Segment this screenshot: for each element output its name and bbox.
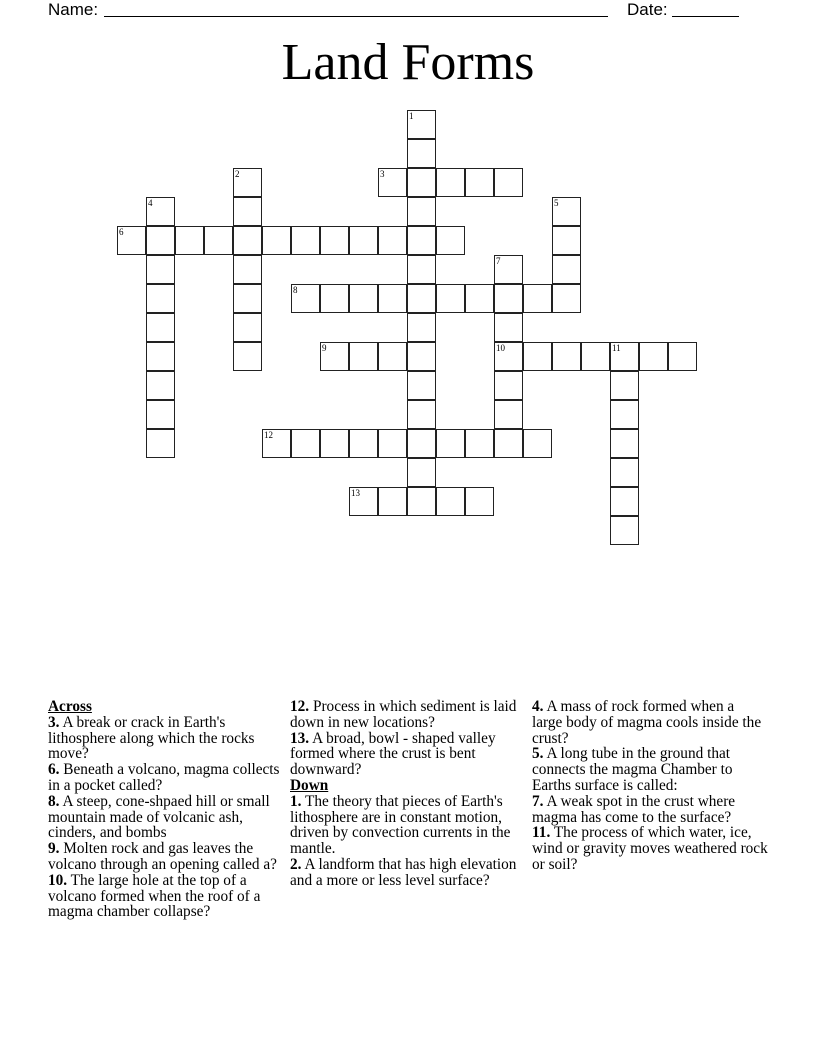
clue-across-12: 12. Process in which sediment is laid down in new locations? (290, 698, 517, 731)
name-label: Name: (48, 0, 99, 19)
cell-number: 13 (351, 488, 360, 498)
grid-cell[interactable] (378, 226, 407, 255)
grid-cell[interactable] (407, 487, 436, 516)
grid-cell[interactable] (610, 487, 639, 516)
grid-cell[interactable] (494, 371, 523, 400)
grid-cell[interactable] (610, 342, 639, 371)
grid-cell[interactable] (146, 255, 175, 284)
grid-cell[interactable] (407, 139, 436, 168)
grid-cell[interactable] (146, 342, 175, 371)
clue-across-10: 10. The large hole at the top of a volcano formed when the roof of a magma chamber collapse? (48, 871, 261, 921)
cell-number: 3 (380, 169, 385, 179)
clue-across-6: 6. Beneath a volcano, magma collects in a pocket called? (48, 761, 280, 794)
grid-cell[interactable] (378, 342, 407, 371)
grid-cell[interactable] (494, 255, 523, 284)
grid-cell[interactable] (291, 284, 320, 313)
date-label: Date: (627, 0, 668, 19)
grid-cell[interactable] (494, 429, 523, 458)
clues-column-1 (48, 699, 284, 920)
grid-cell[interactable] (465, 168, 494, 197)
grid-cell[interactable] (494, 313, 523, 342)
grid-cell[interactable] (204, 226, 233, 255)
clues-column-3 (532, 699, 768, 873)
grid-cell[interactable] (407, 458, 436, 487)
grid-cell[interactable] (146, 284, 175, 313)
cell-number: 11 (612, 343, 621, 353)
clue-across-8: 8. A steep, cone-shpaed hill or small mountain made of volcanic ash, cinders, and bombs (48, 792, 270, 842)
grid-cell[interactable] (349, 342, 378, 371)
grid-cell[interactable] (349, 487, 378, 516)
grid-cell[interactable] (523, 342, 552, 371)
grid-cell[interactable] (175, 226, 204, 255)
cell-number: 9 (322, 343, 327, 353)
grid-cell[interactable] (233, 255, 262, 284)
grid-cell[interactable] (552, 284, 581, 313)
grid-cell[interactable] (610, 458, 639, 487)
grid-cell[interactable] (494, 342, 523, 371)
cell-number: 10 (496, 343, 505, 353)
grid-cell[interactable] (668, 342, 697, 371)
grid-cell[interactable] (349, 429, 378, 458)
grid-cell[interactable] (407, 284, 436, 313)
grid-cell[interactable] (494, 168, 523, 197)
grid-cell[interactable] (494, 400, 523, 429)
down-heading: Down (290, 776, 329, 794)
grid-cell[interactable] (378, 168, 407, 197)
grid-cell[interactable] (436, 429, 465, 458)
grid-cell[interactable] (581, 342, 610, 371)
clue-down-7: 7. A weak spot in the crust where magma has come to the surface? (532, 792, 736, 826)
grid-cell[interactable] (146, 313, 175, 342)
grid-cell[interactable] (291, 429, 320, 458)
grid-cell[interactable] (146, 371, 175, 400)
grid-cell[interactable] (320, 342, 349, 371)
cell-number: 7 (496, 256, 501, 266)
grid-cell[interactable] (407, 342, 436, 371)
cell-number: 8 (293, 285, 298, 295)
grid-cell[interactable] (378, 429, 407, 458)
cell-number: 5 (554, 198, 559, 208)
grid-cell[interactable] (436, 487, 465, 516)
grid-cell[interactable] (320, 429, 349, 458)
grid-cell[interactable] (320, 226, 349, 255)
grid-cell[interactable] (407, 400, 436, 429)
grid-cell[interactable] (146, 197, 175, 226)
grid-cell[interactable] (146, 400, 175, 429)
grid-cell[interactable] (436, 284, 465, 313)
grid-cell[interactable] (407, 371, 436, 400)
clue-across-13: 13. A broad, bowl - shaped valley formed where the crust is bent downward? (290, 729, 496, 779)
clues-column-2 (290, 699, 526, 889)
grid-cell[interactable] (465, 429, 494, 458)
clue-down-1: 1. The theory that pieces of Earth's lithosphere are in constant motion, driven by convection currents in the mantle. (290, 792, 511, 858)
clue-down-5: 5. A long tube in the ground that connects the magma Chamber to Earths surface is called: (532, 745, 733, 794)
grid-cell[interactable] (610, 371, 639, 400)
grid-cell[interactable] (407, 226, 436, 255)
cell-number: 1 (409, 111, 414, 121)
grid-cell[interactable] (349, 226, 378, 255)
grid-cell[interactable] (523, 429, 552, 458)
grid-cell[interactable] (639, 342, 668, 371)
grid-cell[interactable] (407, 110, 436, 139)
clue-down-2: 2. A landform that has high elevation and a more or less level surface? (290, 855, 517, 889)
grid-cell[interactable] (233, 313, 262, 342)
grid-cell[interactable] (436, 226, 465, 255)
grid-cell[interactable] (407, 429, 436, 458)
page-title: Land Forms (281, 34, 535, 91)
clue-down-4: 4. A mass of rock formed when a large body of magma cools inside the crust? (532, 698, 762, 747)
grid-cell[interactable] (407, 255, 436, 284)
grid-cell[interactable] (291, 226, 320, 255)
clue-across-3: 3. A break or crack in Earth's lithosphere along which the rocks move? (48, 713, 255, 763)
grid-cell[interactable] (378, 284, 407, 313)
across-heading: Across (48, 698, 92, 715)
grid-cell[interactable] (610, 516, 639, 545)
grid-cell[interactable] (146, 429, 175, 458)
grid-cell[interactable] (552, 342, 581, 371)
grid-cell[interactable] (552, 197, 581, 226)
grid-cell[interactable] (378, 487, 407, 516)
grid-cell[interactable] (610, 400, 639, 429)
grid-cell[interactable] (146, 226, 175, 255)
grid-cell[interactable] (407, 168, 436, 197)
clue-down-11: 11. The process of which water, ice, wind or gravity moves weathered rock or soil? (532, 824, 768, 873)
grid-cell[interactable] (552, 226, 581, 255)
grid-cell[interactable] (262, 226, 291, 255)
grid-cell[interactable] (233, 168, 262, 197)
grid-cell[interactable] (233, 226, 262, 255)
cell-number: 12 (264, 430, 273, 440)
grid-cell[interactable] (407, 313, 436, 342)
grid-cell[interactable] (465, 284, 494, 313)
cell-number: 4 (148, 198, 153, 208)
grid-cell[interactable] (523, 284, 552, 313)
grid-cell[interactable] (233, 284, 262, 313)
grid-cell[interactable] (436, 168, 465, 197)
cell-number: 6 (119, 227, 124, 237)
grid-cell[interactable] (494, 284, 523, 313)
clues-section (48, 699, 768, 959)
grid-cell[interactable] (233, 342, 262, 371)
grid-cell[interactable] (349, 284, 378, 313)
grid-cell[interactable] (320, 284, 349, 313)
grid-cell[interactable] (465, 487, 494, 516)
grid-cell[interactable] (610, 429, 639, 458)
clue-across-9: 9. Molten rock and gas leaves the volcano through an opening called a? (48, 840, 277, 873)
grid-cell[interactable] (233, 197, 262, 226)
cell-number: 2 (235, 169, 240, 179)
grid-cell[interactable] (117, 226, 146, 255)
grid-cell[interactable] (407, 197, 436, 226)
grid-cell[interactable] (552, 255, 581, 284)
grid-cell[interactable] (262, 429, 291, 458)
